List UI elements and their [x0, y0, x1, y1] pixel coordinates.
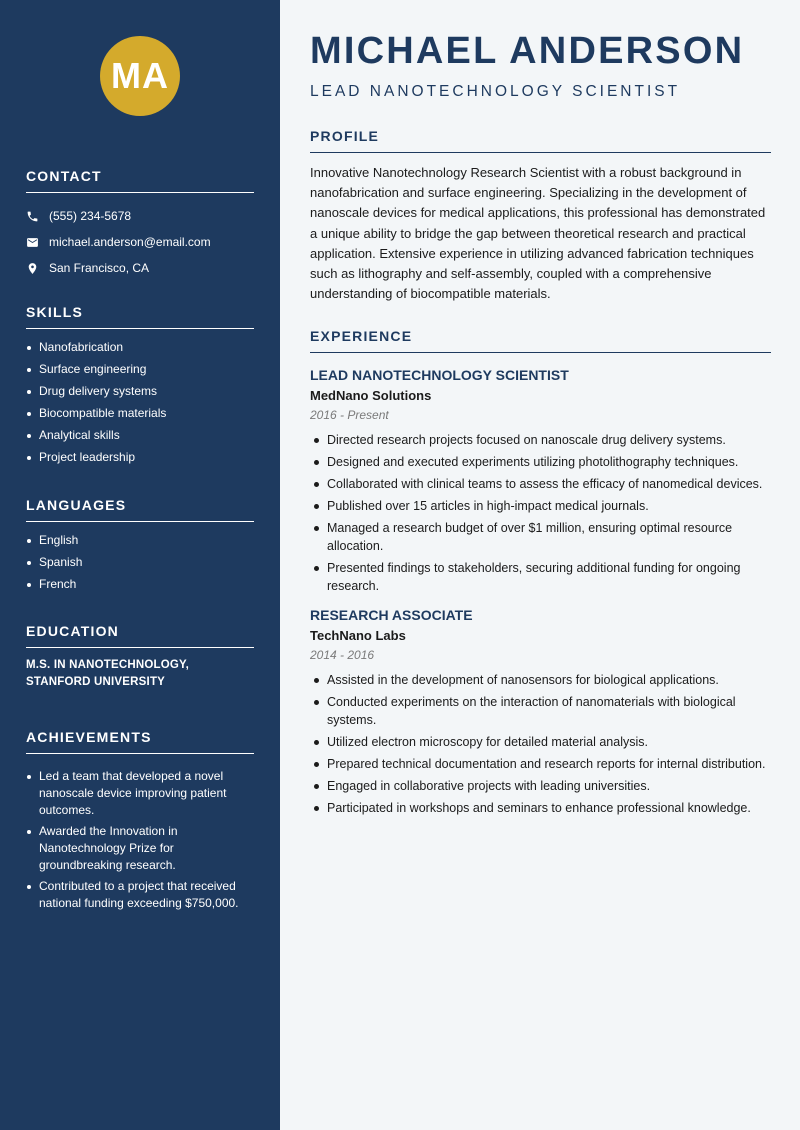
languages-section	[26, 497, 254, 598]
skill-item: Project leadership	[26, 449, 254, 466]
languages-heading: LANGUAGES	[26, 497, 254, 522]
skills-list	[26, 339, 254, 466]
job-entry	[310, 367, 771, 595]
job-bullets	[310, 431, 771, 595]
job-bullet: Assisted in the development of nanosensors for biological applications.	[310, 671, 771, 689]
job-bullet: Engaged in collaborative projects with leading universities.	[310, 777, 771, 795]
contact-email[interactable]	[26, 229, 254, 255]
skill-item: Surface engineering	[26, 361, 254, 378]
job-bullet: Managed a research budget of over $1 million, ensuring optimal resource allocation.	[310, 519, 771, 555]
achievements-section	[26, 729, 254, 916]
job-bullet: Published over 15 articles in high-impact medical journals.	[310, 497, 771, 515]
job-bullet: Prepared technical documentation and research reports for internal distribution.	[310, 755, 771, 773]
job-title: LEAD NANOTECHNOLOGY SCIENTIST	[310, 367, 569, 383]
phone-text: (555) 234-5678	[49, 209, 132, 223]
avatar: MA	[100, 36, 180, 116]
job-title: RESEARCH ASSOCIATE	[310, 607, 473, 623]
job-bullet: Designed and executed experiments utilizing photolithography techniques.	[310, 453, 771, 471]
candidate-title: LEAD NANOTECHNOLOGY SCIENTIST	[310, 83, 681, 100]
language-item: English	[26, 532, 254, 549]
candidate-name: MICHAEL ANDERSON	[310, 30, 745, 72]
profile-text: Innovative Nanotechnology Research Scientist with a robust background in nanofabrication and surface engineering. Specializing in the development of nanoscale devices for medical applications, this professional has demonstrated a unique ability to bridge the gap between theoretical research and practical application. Extensive experience in utilizing advanced fabrication techniques such as lithography and self-assembly, coupled with a comprehensive understanding of biocompatible materials.	[310, 165, 766, 302]
skill-item: Analytical skills	[26, 427, 254, 444]
contact-phone[interactable]	[26, 203, 254, 229]
skills-section	[26, 304, 254, 471]
achievements-heading: ACHIEVEMENTS	[26, 729, 254, 754]
job-bullet: Participated in workshops and seminars to enhance professional knowledge.	[310, 799, 771, 817]
email-text: michael.anderson@email.com	[49, 235, 211, 249]
contact-section	[26, 168, 254, 281]
profile-heading: PROFILE	[310, 128, 771, 153]
job-bullet: Directed research projects focused on nanoscale drug delivery systems.	[310, 431, 771, 449]
skills-heading: SKILLS	[26, 304, 254, 329]
contact-location	[26, 255, 254, 281]
job-bullet: Collaborated with clinical teams to assess the efficacy of nanomedical devices.	[310, 475, 771, 493]
language-item: Spanish	[26, 554, 254, 571]
achievement-item: Awarded the Innovation in Nanotechnology Prize for groundbreaking research.	[26, 823, 254, 874]
job-bullet: Conducted experiments on the interaction of nanomaterials with biological systems.	[310, 693, 771, 729]
location-text: San Francisco, CA	[49, 261, 150, 275]
education-heading: EDUCATION	[26, 623, 254, 648]
education-section	[26, 623, 254, 691]
experience-section	[310, 328, 771, 821]
language-item: French	[26, 576, 254, 593]
education-degree: M.S. IN NANOTECHNOLOGY, STANFORD UNIVERSITY	[26, 659, 190, 688]
job-company: MedNano Solutions	[310, 388, 432, 403]
achievement-item: Led a team that developed a novel nanoscale device improving patient outcomes.	[26, 768, 254, 819]
job-company: TechNano Labs	[310, 628, 406, 643]
job-bullet: Presented findings to stakeholders, securing additional funding for ongoing research.	[310, 559, 771, 595]
skill-item: Drug delivery systems	[26, 383, 254, 400]
achievements-list	[26, 768, 254, 912]
job-bullet: Utilized electron microscopy for detailed material analysis.	[310, 733, 771, 751]
languages-list	[26, 532, 254, 593]
mail-icon	[26, 236, 39, 249]
job-dates: 2014 - 2016	[310, 648, 375, 662]
phone-icon	[26, 210, 39, 223]
skill-item: Nanofabrication	[26, 339, 254, 356]
experience-heading: EXPERIENCE	[310, 328, 771, 353]
job-dates: 2016 - Present	[310, 408, 389, 422]
skill-item: Biocompatible materials	[26, 405, 254, 422]
sidebar	[0, 0, 280, 1130]
profile-section	[310, 128, 771, 304]
job-bullets	[310, 671, 771, 817]
contact-heading: CONTACT	[26, 168, 254, 193]
achievement-item: Contributed to a project that received national funding exceeding $750,000.	[26, 878, 254, 912]
location-pin-icon	[26, 262, 39, 275]
job-entry	[310, 607, 771, 817]
